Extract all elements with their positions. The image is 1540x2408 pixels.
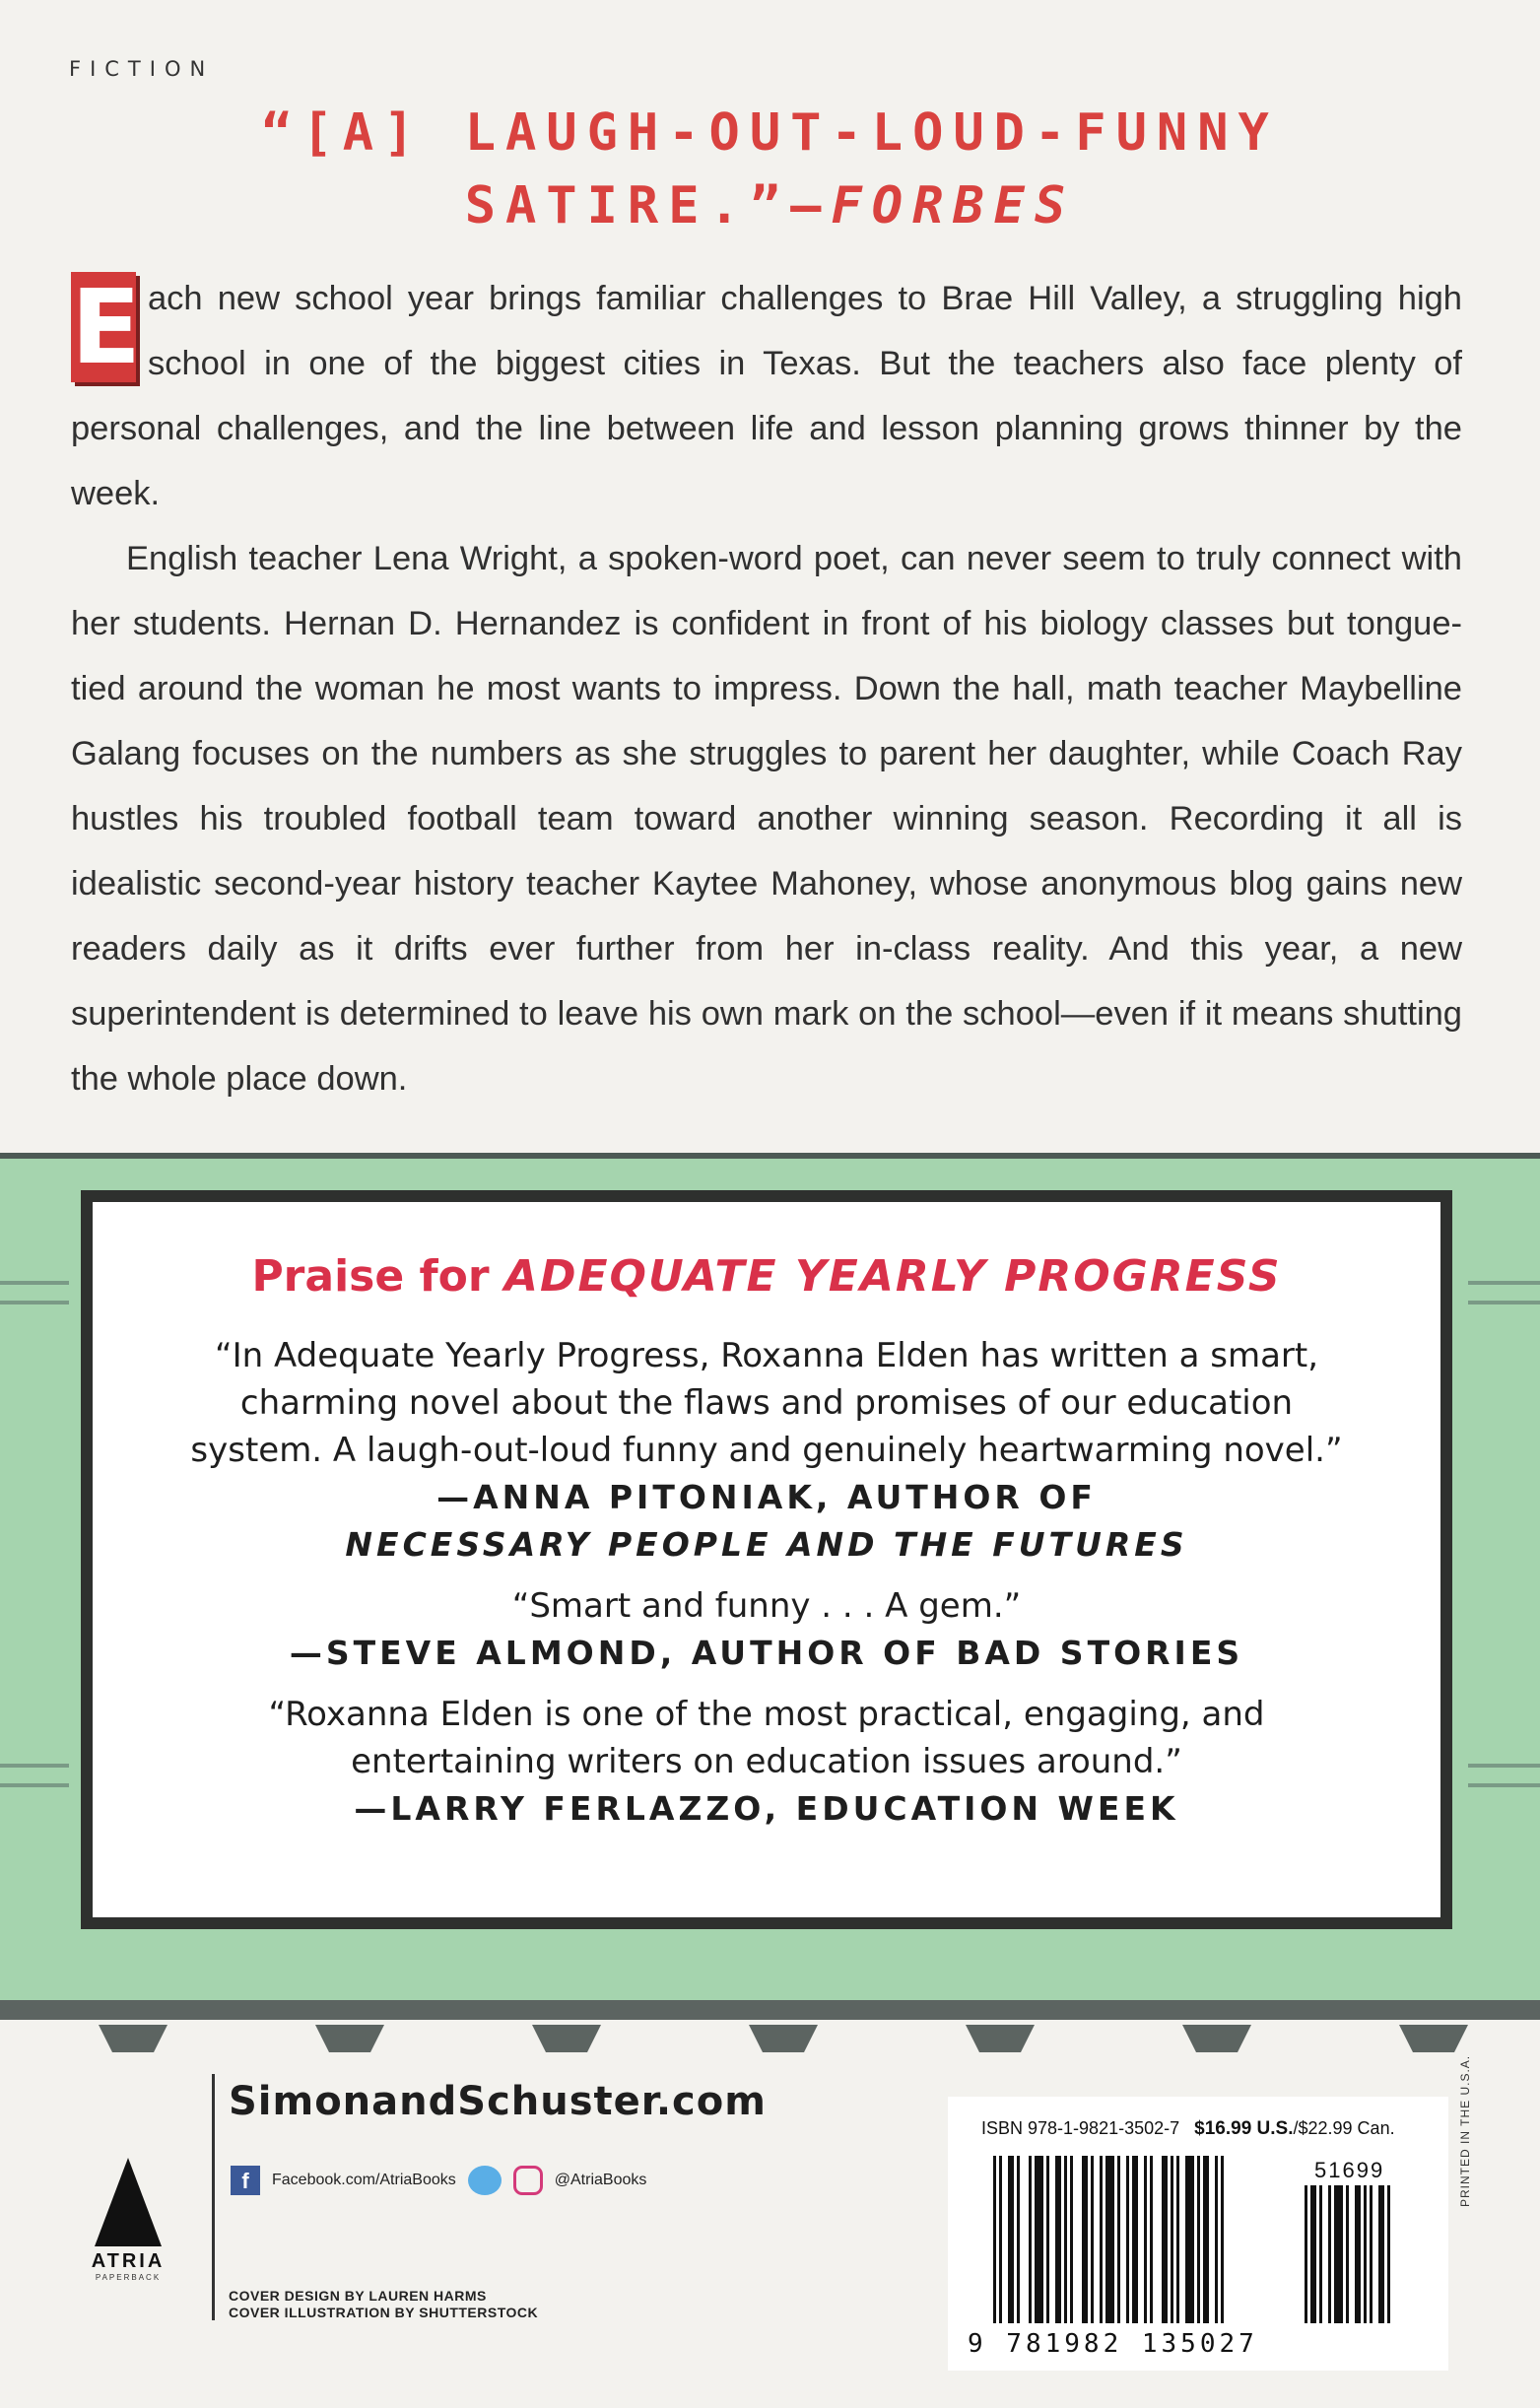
twitter-icon — [468, 2166, 502, 2195]
printed-in-label: PRINTED IN THE U.S.A. — [1458, 2054, 1472, 2207]
isbn-line — [981, 2118, 1395, 2140]
cover-credits — [229, 2288, 538, 2321]
publisher-url: SimonandSchuster.com — [229, 2079, 767, 2124]
vent-line — [0, 1301, 69, 1304]
headline-line-1: “[A] LAUGH-OUT-LOUD-FUNNY — [261, 103, 1279, 163]
social-links — [231, 2166, 646, 2195]
vent-line — [1468, 1783, 1540, 1787]
cover-illustration-credit: COVER ILLUSTRATION BY SHUTTERSTOCK — [229, 2305, 539, 2320]
attribution-1b: NECESSARY PEOPLE AND THE FUTURES — [345, 1525, 1188, 1564]
quote-1: “In Adequate Yearly Progress, Roxanna Elden has written a smart, charming novel about the flaws and promises of our education system. A laugh-out-loud funny and genuinely heartwarming novel.” — [190, 1336, 1343, 1470]
headline-source: FORBES — [831, 176, 1076, 235]
facebook-handle: Facebook.com/AtriaBooks — [272, 2172, 456, 2188]
vent-line — [0, 1281, 69, 1285]
vent-line — [1468, 1764, 1540, 1768]
description-paragraph-1 — [71, 266, 1462, 526]
attribution-3: —LARRY FERLAZZO, EDUCATION WEEK — [354, 1789, 1179, 1828]
price-us: $16.99 U.S. — [1194, 2118, 1294, 2139]
description-paragraph-2: English teacher Lena Wright, a spoken-word poet, can never seem to truly connect with her students. Hernan D. Hernandez is confident in front of his biology classes but tongue-tied around the woman he most wants to impress. Down the hall, math teacher Maybelline Galang focuses on the numbers as she struggles to parent her daughter, while Coach Ray hustles his troubled football team toward another winning season. Recording it all is idealistic second-year history teacher Kaytee Mahoney, whose anonymous blog gains new readers daily as it drifts ever further from her in-class reality. And this year, a new superintendent is determined to leave his own mark on the school—even if it means shutting the whole place down. — [71, 540, 1462, 1098]
social-handle: @AtriaBooks — [554, 2172, 647, 2188]
imprint-name: PAPERBACK — [95, 2273, 162, 2282]
vent-line — [1468, 1301, 1540, 1304]
cover-design-credit: COVER DESIGN BY LAUREN HARMS — [229, 2288, 487, 2304]
attribution-2: —STEVE ALMOND, AUTHOR OF BAD STORIES — [289, 1634, 1244, 1672]
barcode-main — [993, 2156, 1289, 2323]
quote-3: “Roxanna Elden is one of the most practical, engaging, and entertaining writers on education issues around.” — [268, 1695, 1265, 1781]
headline-line-2 — [0, 169, 1540, 242]
description-text-1: ach new school year brings familiar challenges to Brae Hill Valley, a struggling high school in one of the biggest cities in Texas. But the teachers also face plenty of personal challenges, and the line between life and lesson planning grows thinner by the week. — [71, 280, 1462, 512]
category-label: FICTION — [69, 57, 215, 81]
locker-bottom-edge — [0, 2000, 1540, 2020]
locker-hinge — [99, 2025, 167, 2052]
attribution-1a: —ANNA PITONIAK, AUTHOR OF — [436, 1478, 1097, 1516]
vent-line — [0, 1783, 69, 1787]
barcode-addon-number: 51699 — [1314, 2158, 1385, 2182]
drop-cap: E — [71, 267, 142, 387]
locker-hinge — [532, 2025, 601, 2052]
barcode-addon — [1305, 2185, 1431, 2323]
barcode-digits: 9 781982 135027 — [968, 2329, 1258, 2359]
praise-title-prefix: Praise for — [251, 1251, 504, 1302]
praise-quotes — [93, 1332, 1440, 1833]
locker-hinge — [315, 2025, 384, 2052]
locker-hinge — [1182, 2025, 1251, 2052]
facebook-icon: f — [231, 2166, 260, 2195]
footer-divider — [212, 2074, 215, 2320]
book-description — [71, 266, 1462, 1111]
quote-2: “Smart and funny . . . A gem.” — [511, 1586, 1022, 1626]
locker-hinge — [1399, 2025, 1468, 2052]
publisher-name: ATRIA — [91, 2250, 166, 2272]
praise-title — [93, 1251, 1440, 1302]
praise-box — [81, 1190, 1452, 1929]
atria-logo — [89, 2158, 167, 2282]
locker-hinge — [966, 2025, 1035, 2052]
vent-line — [1468, 1281, 1540, 1285]
praise-title-book: ADEQUATE YEARLY PROGRESS — [503, 1251, 1282, 1302]
locker-hinge — [749, 2025, 818, 2052]
price-can: /$22.99 Can. — [1293, 2118, 1395, 2138]
instagram-icon — [513, 2166, 543, 2195]
locker-top-edge — [0, 1153, 1540, 1159]
barcode-box — [948, 2097, 1448, 2371]
headline-quote-end: SATIRE.”— — [464, 176, 832, 235]
headline-quote — [0, 97, 1540, 242]
atria-a-icon — [95, 2158, 162, 2246]
vent-line — [0, 1764, 69, 1768]
isbn-number: ISBN 978-1-9821-3502-7 — [981, 2118, 1180, 2138]
